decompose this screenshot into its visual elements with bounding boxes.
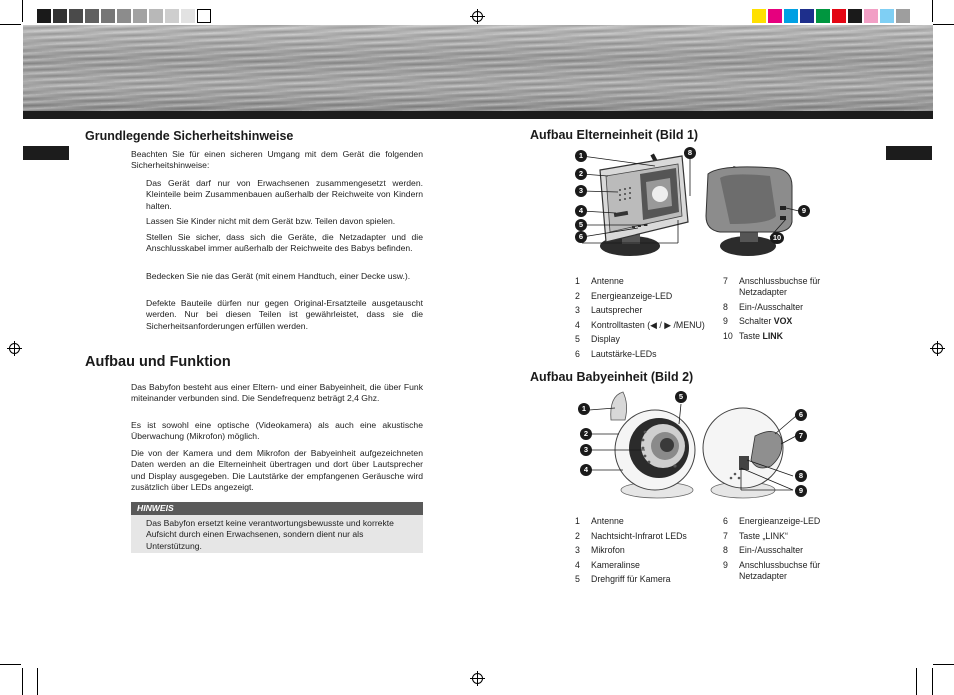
legend-label [591,320,715,331]
legend-number: 3 [575,545,580,556]
legend-number: 7 [723,530,728,541]
callout-badge: 5 [675,391,687,403]
parent-unit-heading: Aufbau Elterneinheit (Bild 1) [530,128,699,142]
color-swatch [181,9,195,23]
legend-label [591,531,715,542]
legend-number: 2 [575,530,580,541]
callout-badge: 9 [798,205,810,217]
legend-label [591,545,715,556]
legend-label-strong: LINK [762,331,784,342]
safety-item: Bedecken Sie nie das Gerät (mit einem Handtuch, einer Decke usw.). [146,271,411,281]
legend-label [739,302,843,313]
legend-label [739,276,843,299]
crop-mark [22,0,23,22]
legend-item [723,531,843,542]
legend-label [739,531,843,542]
page-tab-marker-left [23,146,69,160]
baby-unit-heading: Aufbau Babyeinheit (Bild 2) [530,370,694,384]
color-swatch [37,9,51,23]
color-swatch [117,9,131,23]
legend-number: 10 [723,331,733,342]
legend-label-text: Drehgriff für Kamera [591,574,671,585]
legend-item [723,516,843,527]
color-swatch [149,9,163,23]
legend-number: 6 [723,516,728,526]
legend-number: 1 [575,516,580,526]
notice-text: Das Babyfon ersetzt keine verantwortungsbewusste und korrekte Aufsicht durch einen Erwachsenen, sondern dient nur als Unterstützung. [131,515,423,553]
callout-badge: 3 [580,444,592,456]
legend-number: 9 [723,316,728,327]
legend-label-text: Anschlussbuchse für Netzadapter [739,559,821,582]
header-rule [23,111,933,119]
legend-item [575,545,715,556]
color-swatch [752,9,766,23]
legend-label [739,560,843,583]
legend-label-text: Antenne [591,276,624,286]
legend-label-text: Taste „LINK“ [739,530,788,541]
legend-label [591,349,715,360]
crop-mark [22,668,23,695]
legend-label-text: Antenne [591,516,624,526]
legend-label-text: Lautsprecher [591,305,643,316]
legend-label [591,305,715,316]
legend-label [739,516,843,527]
color-swatch [864,9,878,23]
color-swatch [768,9,782,23]
legend-item [575,334,715,345]
baby-legend-left [575,516,715,589]
legend-label [591,276,715,287]
legend-label-text: Nachtsicht-Infrarot LEDs [591,530,687,541]
legend-number: 6 [575,348,580,359]
color-swatch [133,9,147,23]
legend-item [575,531,715,542]
callout-badge: 8 [795,470,807,482]
legend-label [591,334,715,345]
safety-intro: Beachten Sie für einen sicheren Umgang mit dem Gerät die folgenden Sicherheitshinweise: [131,149,423,171]
callout-badge: 9 [795,485,807,497]
legend-label-text: Energieanzeige-LED [591,290,673,301]
color-swatch [832,9,846,23]
color-swatch [880,9,894,23]
legend-item [575,516,715,527]
safety-heading: Grundlegende Sicherheitshinweise [85,129,294,143]
function-paragraph: Das Babyfon besteht aus einer Eltern- und einer Babyeinheit, die über Funk miteinander verbunden sind. Die Sendefrequenz beträgt 2,4 Ghz. [131,382,423,404]
color-swatch [197,9,211,23]
legend-item [723,276,843,299]
callout-badge: 8 [684,147,696,159]
color-swatch [848,9,862,23]
legend-item [575,291,715,302]
callout-badge: 4 [580,464,592,476]
legend-number: 2 [575,290,580,301]
crop-mark [0,664,21,665]
legend-label [739,316,843,327]
crop-mark [933,24,954,25]
legend-label [591,560,715,571]
callout-badge: 4 [575,205,587,217]
legend-label-text: Mikrofon [591,545,625,556]
legend-number: 5 [575,334,580,345]
color-swatch [816,9,830,23]
legend-number: 7 [723,276,728,286]
legend-number: 8 [723,301,728,312]
legend-label-text: Kontrolltasten (◀ / ▶ /MENU) [591,319,705,330]
legend-label-strong: VOX [773,316,793,327]
parent-unit-illustration [570,146,820,268]
legend-label [591,291,715,302]
callout-badge: 2 [575,168,587,180]
registration-mark-icon [472,11,483,22]
legend-number: 1 [575,276,580,286]
legend-item [575,320,715,331]
crop-mark [37,668,38,695]
registration-mark-icon [472,673,483,684]
legend-item [575,574,715,585]
legend-label-text: Schalter [739,316,774,327]
baby-unit-front [611,392,695,498]
legend-label [591,574,715,585]
legend-item [575,276,715,287]
callout-badge: 3 [575,185,587,197]
legend-item [723,545,843,556]
callout-badge: 6 [575,231,587,243]
crop-mark [932,668,933,695]
baby-legend-right [723,516,843,586]
legend-label-text: Ein-/Ausschalter [739,545,804,556]
parent-legend-left [575,276,715,364]
legend-item [723,302,843,313]
color-swatch [165,9,179,23]
header-band [23,25,933,112]
crop-mark [932,0,933,22]
legend-number: 4 [575,319,580,330]
legend-item [575,349,715,360]
baby-unit-illustration [575,390,815,502]
color-swatch [53,9,67,23]
legend-item [723,560,843,583]
legend-number: 4 [575,559,580,570]
baby-unit-back [703,408,783,498]
callout-badge: 1 [575,150,587,162]
legend-label-text: Energieanzeige-LED [739,516,821,526]
legend-number: 5 [575,574,580,585]
function-heading: Aufbau und Funktion [85,354,231,370]
legend-item [723,331,843,342]
legend-item [723,316,843,327]
callout-badge: 10 [770,232,784,244]
color-swatch [896,9,910,23]
legend-label-text: Lautstärke-LEDs [591,348,657,359]
callout-badge: 1 [578,403,590,415]
legend-label [739,331,843,342]
parent-unit-front [600,154,688,256]
function-paragraph: Die von der Kamera und dem Mikrofon der Babyeinheit aufgezeichneten Daten werden an die Elterneinheit übertragen und dort über Lautsprecher und Display ausgegeben. Die Lautstärke der empfangenen Geräusche wird zusätzlich über LEDs angezeigt. [131,448,423,493]
callout-badge: 7 [795,430,807,442]
color-swatch [85,9,99,23]
legend-label-text: Kameralinse [591,559,640,570]
legend-label-text: Taste [739,331,763,342]
color-swatch [101,9,115,23]
crop-mark [0,24,21,25]
color-swatch [800,9,814,23]
legend-item [575,560,715,571]
legend-label-text: Anschlussbuchse für Netzadapter [739,276,821,298]
callout-badge: 2 [580,428,592,440]
safety-item: Defekte Bauteile dürfen nur gegen Original-Ersatzteile ausgetauscht werden. Nur bei diesen Teilen ist gewährleistet, dass sie die Sicherheitsanforderungen erfüllen werden. [146,298,423,331]
legend-label-text: Display [591,334,620,345]
function-paragraph: Es ist sowohl eine optische (Videokamera) als auch eine akustische Überwachung (Mikrofon) möglich. [131,420,423,442]
legend-label [739,545,843,556]
legend-item [575,305,715,316]
notice-label: HINWEIS [131,502,423,515]
crop-mark [916,668,917,695]
safety-item: Lassen Sie Kinder nicht mit dem Gerät bzw. Teilen davon spielen. [146,216,396,226]
legend-number: 8 [723,545,728,556]
legend-label [591,516,715,527]
legend-label-text: Ein-/Ausschalter [739,301,804,312]
safety-item: Das Gerät darf nur von Erwachsenen zusammengesetzt werden. Kleinteile beim Zusammenbauen außerhalb der Reichweite von Kindern halten. [146,178,423,211]
parent-legend-right [723,276,843,346]
registration-mark-icon [932,343,943,354]
callout-badge: 6 [795,409,807,421]
legend-number: 3 [575,305,580,316]
registration-mark-icon [9,343,20,354]
color-swatch [69,9,83,23]
color-swatch [784,9,798,23]
crop-mark [933,664,954,665]
legend-number: 9 [723,559,728,570]
page-tab-marker-right [886,146,932,160]
callout-badge: 5 [575,219,587,231]
safety-item: Stellen Sie sicher, dass sich die Geräte, die Netzadapter und die Anschlusskabel immer außerhalb der Reichweite des Babys befinden. [146,232,423,254]
